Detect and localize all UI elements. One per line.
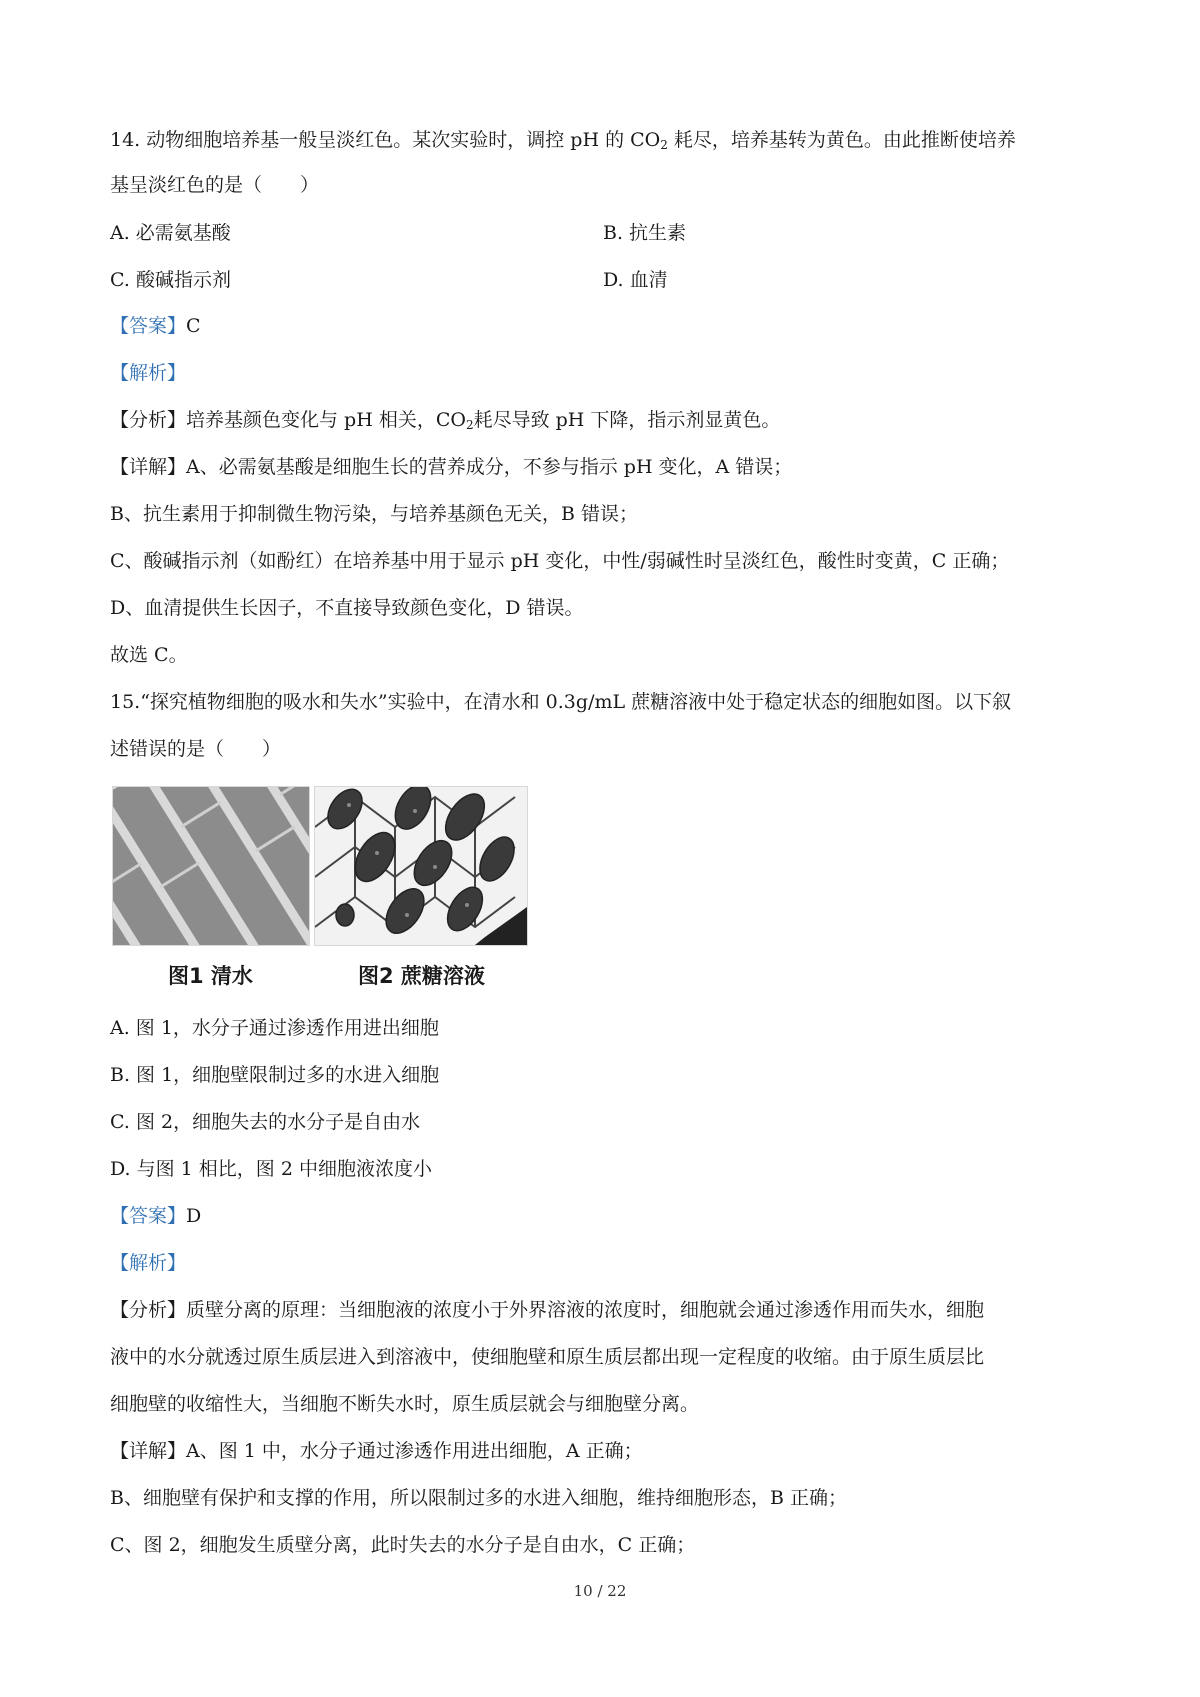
xiangjie-tag: 【详解】 <box>110 1440 187 1462</box>
q15-fenxi-line3: 细胞壁的收缩性大，当细胞不断失水时，原生质层就会与细胞壁分离。 <box>110 1393 700 1415</box>
q14-option-d: D. 血清 <box>603 269 668 291</box>
q14-option-a: A. 必需氨基酸 <box>110 222 231 244</box>
q15-stem-line1: 15.“探究植物细胞的吸水和失水”实验中，在清水和 0.3g/mL 蔗糖溶液中处于稳定状态的细胞如图。以下叙 <box>110 691 1012 713</box>
q14-detail-c: C、酸碱指示剂（如酚红）在培养基中用于显示 pH 变化，中性/弱碱性时呈淡红色，酸性时变黄，C 正确； <box>110 550 1010 572</box>
figure-2-sucrose-cells <box>314 786 528 946</box>
fenxi-tag: 【分析】 <box>110 409 187 431</box>
q15-detail-c: C、图 2，细胞发生质壁分离，此时失去的水分子是自由水，C 正确； <box>110 1534 696 1556</box>
q14-answer <box>110 313 201 339</box>
q14-option-c: C. 酸碱指示剂 <box>110 269 231 291</box>
q14-detail-a <box>110 454 792 480</box>
detail-a-text: A、图 1 中，水分子通过渗透作用进出细胞，A 正确； <box>186 1440 643 1462</box>
fenxi-text-a: 培养基颜色变化与 pH 相关，CO <box>186 409 466 431</box>
q14-co2-subscript: 2 <box>660 138 668 152</box>
q14-conclusion: 故选 C。 <box>110 644 188 666</box>
q14-analysis-tag: 【解析】 <box>110 362 187 384</box>
q15-fenxi-line1 <box>110 1297 984 1323</box>
q15-answer <box>110 1203 201 1229</box>
q14-stem-text-b: 耗尽，培养基转为黄色。由此推断使培养 <box>667 129 1016 151</box>
q14-detail-b: B、抗生素用于抑制微生物污染，与培养基颜色无关，B 错误； <box>110 503 638 525</box>
q15-option-a: A. 图 1，水分子通过渗透作用进出细胞 <box>110 1017 439 1039</box>
q15-option-b: B. 图 1，细胞壁限制过多的水进入细胞 <box>110 1064 440 1086</box>
fenxi-tag: 【分析】 <box>110 1299 187 1321</box>
q15-stem-line2: 述错误的是（ ） <box>110 738 282 760</box>
q14-fenxi <box>110 407 780 433</box>
q15-option-d: D. 与图 1 相比，图 2 中细胞液浓度小 <box>110 1158 432 1180</box>
page-number: 10 / 22 <box>573 1582 627 1600</box>
q15-option-c: C. 图 2，细胞失去的水分子是自由水 <box>110 1111 421 1133</box>
answer-tag: 【答案】 <box>110 1205 187 1227</box>
q14-option-b: B. 抗生素 <box>603 222 687 244</box>
q15-detail-b: B、细胞壁有保护和支撑的作用，所以限制过多的水进入细胞，维持细胞形态，B 正确； <box>110 1487 847 1509</box>
q14-stem-line2: 基呈淡红色的是（ ） <box>110 174 320 196</box>
q15-detail-a <box>110 1438 643 1464</box>
answer-tag: 【答案】 <box>110 315 187 337</box>
q15-fenxi-line2: 液中的水分就透过原生质层进入到溶液中，使细胞壁和原生质层都出现一定程度的收缩。由于原生质层比 <box>110 1346 985 1368</box>
figure-2-caption: 图2 蔗糖溶液 <box>358 964 485 988</box>
fenxi-text-b: 耗尽导致 pH 下降，指示剂显黄色。 <box>473 409 781 431</box>
fenxi-text: 质壁分离的原理：当细胞液的浓度小于外界溶液的浓度时，细胞就会通过渗透作用而失水，细胞 <box>186 1299 985 1321</box>
figure-1-water-cells <box>112 786 310 946</box>
figure-1-caption: 图1 清水 <box>168 964 253 988</box>
answer-value: C <box>186 315 201 337</box>
fenxi-subscript: 2 <box>465 418 474 432</box>
answer-value: D <box>186 1205 202 1227</box>
q14-stem-text-a: 14. 动物细胞培养基一般呈淡红色。某次实验时，调控 pH 的 CO <box>110 129 661 151</box>
q15-analysis-tag: 【解析】 <box>110 1252 187 1274</box>
q14-stem-line1 <box>110 127 1016 153</box>
detail-a-text: A、必需氨基酸是细胞生长的营养成分，不参与指示 pH 变化，A 错误； <box>186 456 793 478</box>
q14-detail-d: D、血清提供生长因子，不直接导致颜色变化，D 错误。 <box>110 597 584 619</box>
xiangjie-tag: 【详解】 <box>110 456 187 478</box>
